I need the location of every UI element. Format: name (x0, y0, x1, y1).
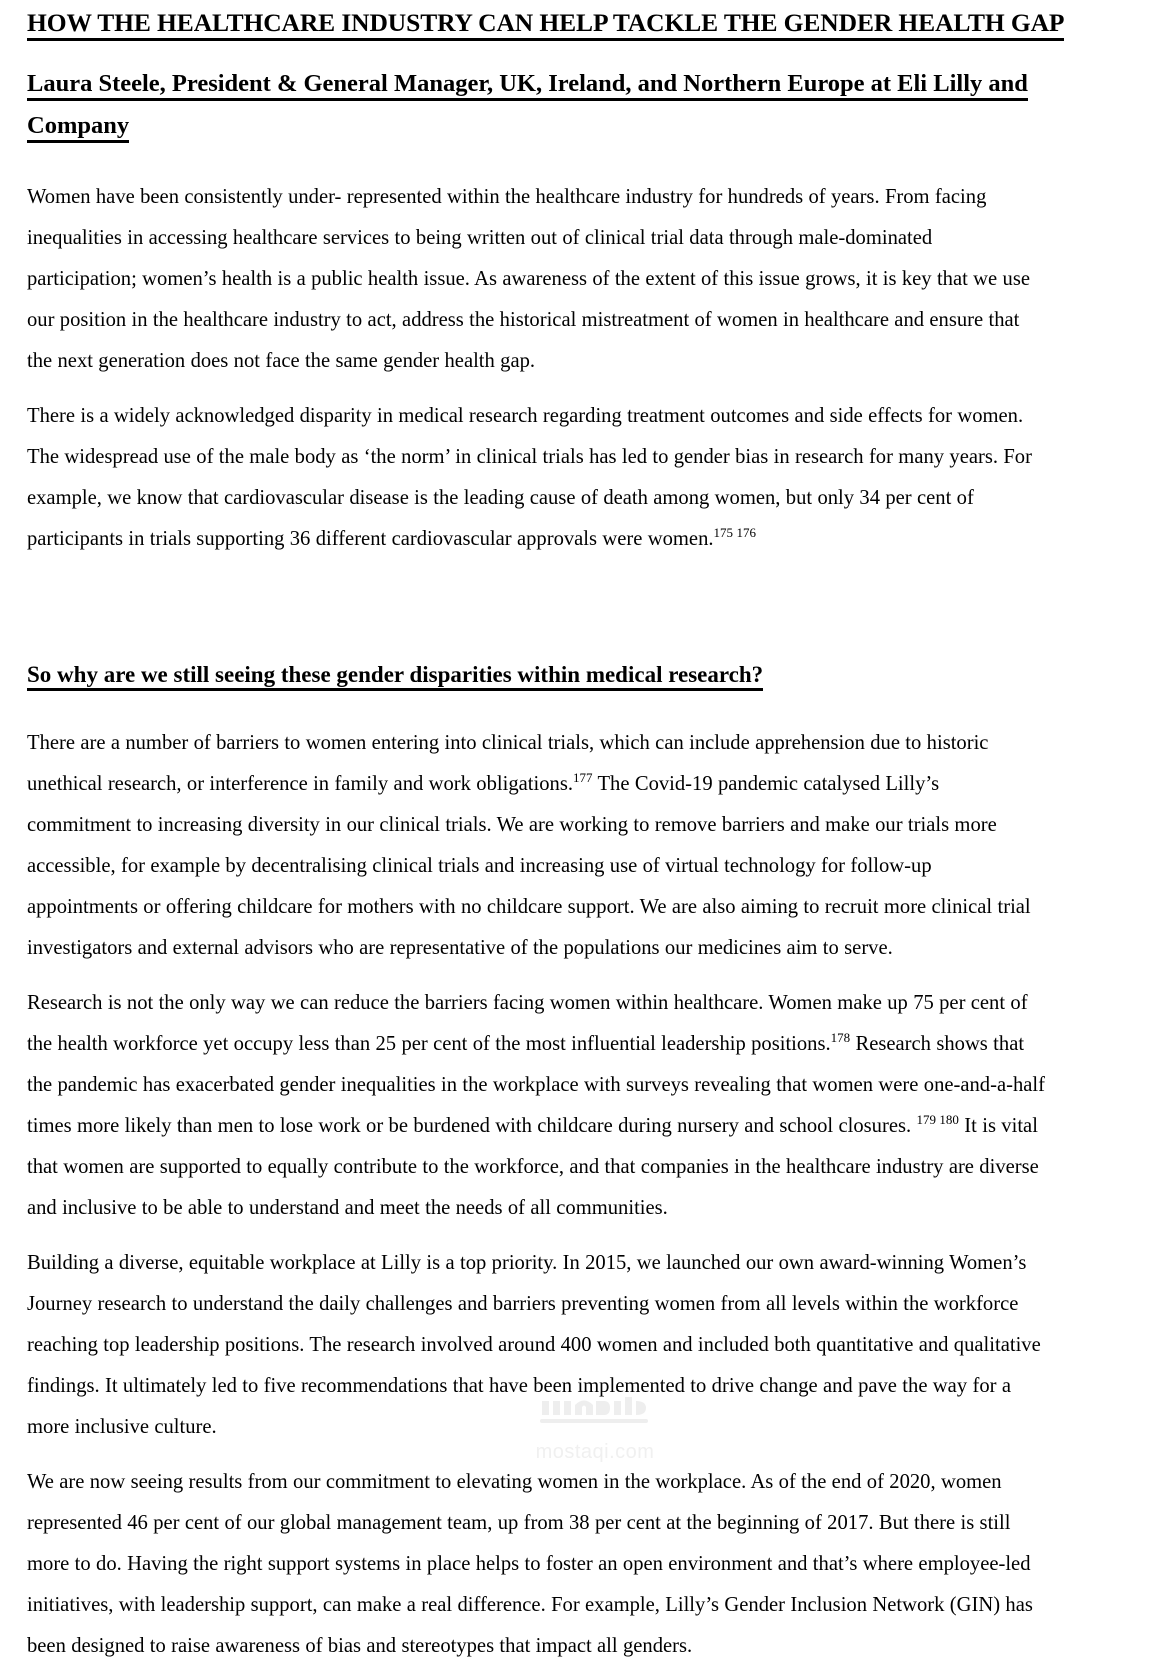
paragraph-womens-journey: Building a diverse, equitable workplace at Lilly is a top priority. In 2015, we launched our own award-winning Women’s Journey research to understand the daily challenges and barriers preventing women from all levels within the workforce reaching top leadership positions. The research involved around 400 women and included both quantitative and qualitative findings. It ultimately led to five recommendations that have been implemented to drive change and pave the way for a more inclusive culture. (27, 1252, 1041, 1438)
author-byline-line-1: Laura Steele, President & General Manager, UK, Ireland, and Northern Europe at Eli Lilly and (27, 70, 1028, 101)
footnote-ref-179-180: 179 180 (916, 1112, 959, 1128)
author-byline-line-2: Company (27, 112, 129, 143)
footnote-ref-178: 178 (830, 1030, 851, 1046)
paragraph-workforce-part-b: Research shows that the pandemic has exacerbated gender inequalities in the workplace with surveys revealing that women were one-and-a-half times more likely than men to lose work or be burdened with childcare during nursery and school closures. (27, 1033, 1045, 1137)
spacer-after-section-heading (27, 692, 1046, 723)
paragraph-disparity-text: There is a widely acknowledged disparity in medical research regarding treatment outcomes and side effects for women. The widespread use of the male body as ‘the norm’ in clinical trials has led to gender bias in research for many years. For example, we know that cardiovascular disease is the leading cause of death among women, but only 34 per cent of participants in trials supporting 36 different cardiovascular approvals were women. (27, 405, 1032, 550)
paragraph-intro: Women have been consistently under- represented within the healthcare industry for hundreds of years. From facing inequalities in accessing healthcare services to being written out of clinical trial data through male-dominated participation; women’s health is a public health issue. As awareness of the extent of this issue grows, it is key that we use our position in the healthcare industry to act, address the historical mistreatment of women in healthcare and ensure that the next generation does not face the same gender health gap. (27, 186, 1030, 372)
page-title-text: HOW THE HEALTHCARE INDUSTRY CAN HELP TACKLE THE GENDER HEALTH GAP (27, 8, 1064, 41)
watermark-text: mostaqi.com (535, 1441, 655, 1463)
section-heading (27, 658, 1046, 692)
spacer-before-section-heading (27, 560, 1046, 658)
paragraph-workforce (27, 983, 1046, 1229)
paragraph-barriers-part-b: The Covid-19 pandemic catalysed Lilly’s commitment to increasing diversity in our clinical trials. We are working to remove barriers and make our trials more accessible, for example by decentralising clinical trials and increasing use of virtual technology for follow-up appointments or offering childcare for mothers with no childcare support. We are also aiming to recruit more clinical trial investigators and external advisors who are representative of the populations our medicines aim to serve. (27, 773, 1031, 959)
paragraph-barriers (27, 723, 1046, 969)
section-heading-text: So why are we still seeing these gender disparities within medical research? (27, 662, 763, 691)
paragraph-disparity (27, 396, 1046, 560)
paragraph-barriers-part-a: There are a number of barriers to women entering into clinical trials, which can include apprehension due to historic unethical research, or interference in family and work obligations. (27, 732, 989, 795)
footnote-ref-177: 177 (572, 770, 593, 786)
paragraph-workforce-part-c: It is vital that women are supported to equally contribute to the workforce, and that companies in the healthcare industry are diverse and inclusive to be able to understand and meet the needs of all communities. (27, 1115, 1039, 1219)
author-byline (27, 63, 1047, 147)
paragraph-workforce-part-a: Research is not the only way we can reduce the barriers facing women within healthcare. Women make up 75 per cent of the health workforce yet occupy less than 25 per cent of the most influential leadership positions. (27, 992, 1028, 1055)
footnote-ref-175-176: 175 176 (713, 525, 756, 541)
spacer-after-byline (27, 147, 1046, 177)
page-title (27, 8, 1065, 38)
paragraph-results: We are now seeing results from our commitment to elevating women in the workplace. As of the end of 2020, women represented 46 per cent of our global management team, up from 38 per cent at the beginning of 2017. But there is still more to do. Having the right support systems in place helps to foster an open environment and that’s where employee-led initiatives, with leadership support, can make a real difference. For example, Lilly’s Gender Inclusion Network (GIN) has been designed to raise awareness of bias and stereotypes that impact all genders. (27, 1471, 1033, 1657)
